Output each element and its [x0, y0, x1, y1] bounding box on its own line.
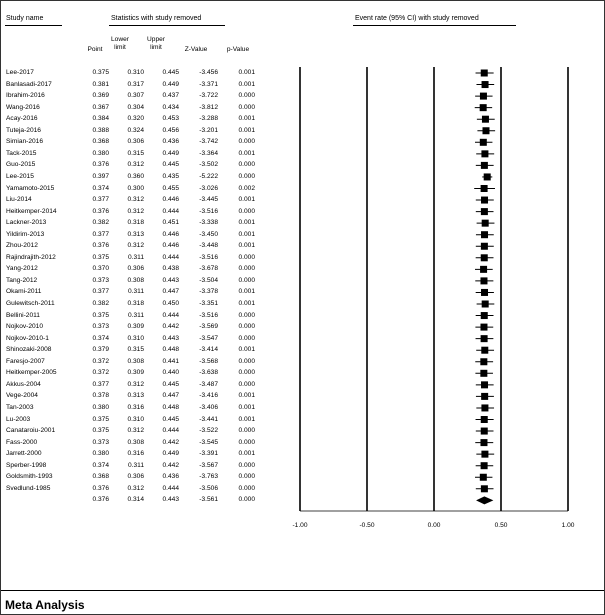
p-cell: 0.000 [238, 276, 255, 284]
z-cell: -5.222 [199, 172, 218, 180]
point-cell: 0.380 [92, 149, 109, 157]
z-cell: -3.364 [199, 149, 218, 157]
point-cell: 0.376 [92, 207, 109, 215]
upper-cell: 0.443 [162, 496, 179, 504]
point-cell: 0.380 [92, 403, 109, 411]
p-cell: 0.000 [238, 207, 255, 215]
lower-cell: 0.312 [127, 161, 144, 169]
lower-cell: 0.310 [127, 415, 144, 423]
p-cell: 0.000 [238, 253, 255, 261]
point-cell: 0.375 [92, 427, 109, 435]
upper-cell: 0.444 [162, 484, 179, 492]
p-cell: 0.001 [238, 288, 255, 296]
p-cell: 0.001 [238, 196, 255, 204]
lower-cell: 0.304 [127, 103, 144, 111]
p-cell: 0.000 [238, 369, 255, 377]
study-name-cell: Gulewitsch-2011 [6, 300, 55, 307]
point-cell: 0.379 [92, 346, 109, 354]
upper-cell: 0.441 [162, 357, 179, 365]
study-name-cell: Heitkemper-2014 [6, 207, 57, 215]
lower-cell: 0.315 [127, 346, 144, 354]
study-name-cell: Banlasadi-2017 [6, 80, 52, 88]
upper-cell: 0.446 [162, 196, 179, 204]
lower-cell: 0.318 [127, 300, 144, 307]
stats-group-header: Statistics with study removed [111, 15, 202, 22]
p-cell: 0.001 [238, 126, 255, 134]
point-estimate-square [481, 485, 488, 492]
point-estimate-square [482, 127, 489, 134]
lower-cell: 0.306 [127, 138, 144, 146]
point-estimate-square [480, 139, 487, 146]
z-cell: -3.288 [199, 115, 218, 123]
z-cell: -3.391 [199, 450, 218, 458]
point-estimate-square [484, 173, 491, 180]
point-estimate-square [480, 324, 487, 331]
study-name-cell: Yildirim-2013 [6, 230, 45, 238]
study-name-cell: Guo-2015 [6, 161, 36, 169]
study-name-cell: Lee-2017 [6, 69, 34, 76]
lower-cell: 0.308 [127, 357, 144, 365]
point-estimate-square [481, 289, 488, 296]
point-estimate-square [480, 474, 487, 481]
z-cell: -3.502 [199, 161, 218, 169]
p-cell: 0.001 [238, 242, 255, 250]
p-cell: 0.000 [238, 161, 255, 169]
p-cell: 0.001 [238, 219, 255, 227]
point-estimate-square [481, 231, 488, 238]
study-name-cell: Bellini-2011 [6, 311, 40, 319]
p-cell: 0.000 [238, 311, 255, 319]
lower-cell: 0.316 [127, 450, 144, 458]
event-rate-header: Event rate (95% CI) with study removed [355, 15, 479, 22]
point-cell: 0.377 [92, 196, 109, 204]
summary-diamond [476, 496, 493, 504]
p-cell: 0.000 [238, 427, 255, 435]
upper-cell: 0.442 [162, 438, 179, 446]
meta-analysis-label: Meta Analysis [5, 598, 85, 612]
lower-cell: 0.309 [127, 323, 144, 331]
upper-cell: 0.444 [162, 427, 179, 435]
study-name-cell: Yamamoto-2015 [6, 184, 55, 192]
z-cell: -3.448 [199, 242, 218, 250]
z-cell: -3.371 [199, 80, 218, 88]
point-cell: 0.377 [92, 380, 109, 388]
upper-cell: 0.447 [162, 392, 179, 400]
z-cell: -3.742 [199, 138, 218, 146]
point-cell: 0.368 [92, 473, 109, 481]
point-estimate-square [481, 312, 488, 319]
p-cell: 0.001 [238, 149, 255, 157]
p-cell: 0.000 [238, 92, 255, 100]
study-name-cell: Heitkemper-2005 [6, 369, 57, 377]
lower-cell: 0.312 [127, 196, 144, 204]
upper-cell: 0.445 [162, 69, 179, 76]
p-cell: 0.001 [238, 300, 255, 307]
study-name-cell: Akkus-2004 [6, 380, 41, 388]
p-cell: 0.000 [238, 265, 255, 273]
lower-limit-column-header: Lower limit [111, 36, 129, 51]
lower-cell: 0.313 [127, 230, 144, 238]
upper-cell: 0.456 [162, 126, 179, 134]
point-cell: 0.369 [92, 92, 109, 100]
z-cell: -3.504 [199, 276, 218, 284]
z-cell: -3.406 [199, 403, 218, 411]
p-cell: 0.000 [238, 323, 255, 331]
upper-cell: 0.444 [162, 311, 179, 319]
point-column-header: Point [87, 46, 103, 53]
lower-cell: 0.307 [127, 92, 144, 100]
point-estimate-square [481, 335, 488, 342]
p-cell: 0.000 [238, 357, 255, 365]
lower-cell: 0.312 [127, 484, 144, 492]
p-cell: 0.001 [238, 80, 255, 88]
lower-cell: 0.306 [127, 473, 144, 481]
study-name-cell: Okami-2011 [6, 288, 42, 296]
study-name-cell: Svedlund-1985 [6, 484, 51, 492]
upper-cell: 0.445 [162, 161, 179, 169]
z-cell: -3.441 [199, 415, 218, 423]
lower-cell: 0.312 [127, 242, 144, 250]
upper-cell: 0.449 [162, 149, 179, 157]
p-cell: 0.000 [238, 461, 255, 469]
lower-cell: 0.308 [127, 276, 144, 284]
upper-cell: 0.455 [162, 184, 179, 192]
study-name-cell: Goldsmith-1993 [6, 473, 53, 481]
study-name-cell: Tan-2003 [6, 403, 34, 411]
point-estimate-square [481, 416, 488, 423]
p-cell: 0.000 [238, 138, 255, 146]
study-name-cell: Lu-2003 [6, 415, 31, 423]
point-estimate-square [481, 150, 488, 157]
z-cell: -3.516 [199, 207, 218, 215]
z-cell: -3.763 [199, 473, 218, 481]
p-cell: 0.000 [238, 496, 255, 504]
z-cell: -3.338 [199, 219, 218, 227]
lower-cell: 0.311 [127, 288, 144, 296]
point-cell: 0.375 [92, 69, 109, 76]
point-estimate-square [480, 439, 487, 446]
point-estimate-square [481, 254, 488, 261]
point-estimate-square [482, 116, 489, 123]
p-value-column-header: p-Value [226, 46, 250, 53]
point-cell: 0.375 [92, 311, 109, 319]
point-cell: 0.372 [92, 357, 109, 365]
point-estimate-square [481, 462, 488, 469]
lower-cell: 0.320 [127, 115, 144, 123]
lower-cell: 0.324 [127, 126, 144, 134]
point-estimate-square [480, 93, 487, 100]
p-cell: 0.001 [238, 415, 255, 423]
upper-cell: 0.436 [162, 473, 179, 481]
p-cell: 0.000 [238, 103, 255, 111]
point-estimate-square [480, 266, 487, 273]
upper-cell: 0.445 [162, 380, 179, 388]
z-cell: -3.522 [199, 427, 218, 435]
point-estimate-square [480, 358, 487, 365]
upper-cell: 0.440 [162, 369, 179, 377]
point-cell: 0.374 [92, 461, 109, 469]
study-name-cell: Yang-2012 [6, 265, 38, 273]
z-cell: -3.456 [199, 69, 218, 76]
upper-cell: 0.453 [162, 115, 179, 123]
z-cell: -3.026 [199, 184, 218, 192]
study-name-cell: Zhou-2012 [6, 242, 38, 250]
x-tick-label: 0.00 [427, 522, 441, 529]
upper-cell: 0.443 [162, 276, 179, 284]
upper-cell: 0.446 [162, 242, 179, 250]
upper-cell: 0.450 [162, 300, 179, 307]
point-estimate-square [480, 104, 487, 111]
point-cell: 0.382 [92, 219, 109, 227]
p-cell: 0.000 [238, 473, 255, 481]
point-cell: 0.376 [92, 242, 109, 250]
upper-cell: 0.448 [162, 403, 179, 411]
study-name-cell: Simian-2016 [6, 138, 44, 146]
study-name-cell: Acay-2016 [6, 115, 38, 123]
p-cell: 0.001 [238, 230, 255, 238]
point-cell: 0.377 [92, 230, 109, 238]
point-cell: 0.377 [92, 288, 109, 296]
point-cell: 0.376 [92, 496, 109, 504]
point-estimate-square [481, 404, 488, 411]
p-cell: 0.001 [238, 69, 255, 76]
point-estimate-square [481, 347, 488, 354]
study-name-header: Study name [6, 15, 44, 22]
study-name-cell: Rajindrajith-2012 [6, 253, 56, 261]
point-estimate-square [481, 243, 488, 250]
lower-cell: 0.309 [127, 369, 144, 377]
point-estimate-square [481, 70, 488, 77]
study-name-cell: Faresjo-2007 [6, 357, 45, 365]
point-estimate-square [481, 393, 488, 400]
p-cell: 0.001 [238, 115, 255, 123]
point-estimate-square [481, 381, 488, 388]
z-cell: -3.506 [199, 484, 218, 492]
upper-cell: 0.449 [162, 80, 179, 88]
point-estimate-square [481, 451, 488, 458]
upper-cell: 0.444 [162, 253, 179, 261]
upper-cell: 0.442 [162, 461, 179, 469]
upper-limit-column-header: Upper limit [147, 36, 165, 51]
study-name-cell: Canataroiu-2001 [6, 427, 56, 435]
p-cell: 0.000 [238, 172, 255, 180]
point-cell: 0.381 [92, 80, 109, 88]
z-cell: -3.414 [199, 346, 218, 354]
z-cell: -3.416 [199, 392, 218, 400]
point-estimate-square [482, 220, 489, 227]
point-cell: 0.376 [92, 484, 109, 492]
study-name-cell: Liu-2014 [6, 196, 32, 204]
study-name-cell: Fass-2000 [6, 438, 38, 446]
p-cell: 0.001 [238, 346, 255, 354]
lower-cell: 0.308 [127, 438, 144, 446]
z-cell: -3.722 [199, 92, 218, 100]
p-cell: 0.000 [238, 438, 255, 446]
study-name-cell: Nojkov-2010-1 [6, 334, 49, 342]
point-cell: 0.374 [92, 334, 109, 342]
upper-cell: 0.435 [162, 172, 179, 180]
upper-cell: 0.442 [162, 323, 179, 331]
p-cell: 0.000 [238, 334, 255, 342]
point-estimate-square [481, 208, 488, 215]
upper-cell: 0.438 [162, 265, 179, 273]
p-cell: 0.002 [238, 184, 255, 192]
p-cell: 0.000 [238, 380, 255, 388]
upper-cell: 0.436 [162, 138, 179, 146]
study-name-cell: Wang-2016 [6, 103, 40, 111]
lower-cell: 0.306 [127, 265, 144, 273]
z-cell: -3.638 [199, 369, 218, 377]
lower-cell: 0.311 [127, 253, 144, 261]
p-cell: 0.001 [238, 450, 255, 458]
point-estimate-square [481, 197, 488, 204]
lower-cell: 0.318 [127, 219, 144, 227]
study-name-cell: Tack-2015 [6, 149, 37, 157]
point-cell: 0.376 [92, 161, 109, 169]
study-name-cell: Tang-2012 [6, 276, 38, 284]
x-tick-label: -1.00 [292, 522, 308, 529]
lower-cell: 0.311 [127, 311, 144, 319]
lower-cell: 0.310 [127, 69, 144, 76]
point-cell: 0.370 [92, 265, 109, 273]
point-cell: 0.367 [92, 103, 109, 111]
lower-cell: 0.312 [127, 427, 144, 435]
study-name-cell: Vege-2004 [6, 392, 38, 400]
point-cell: 0.382 [92, 300, 109, 307]
point-estimate-square [481, 162, 488, 169]
study-name-cell: Lee-2015 [6, 172, 34, 180]
z-cell: -3.378 [199, 288, 218, 296]
lower-cell: 0.360 [127, 172, 144, 180]
point-cell: 0.384 [92, 115, 109, 123]
study-name-cell: Sperber-1998 [6, 461, 47, 469]
z-cell: -3.201 [199, 126, 218, 134]
z-cell: -3.516 [199, 311, 218, 319]
z-cell: -3.487 [199, 380, 218, 388]
point-cell: 0.397 [92, 172, 109, 180]
lower-cell: 0.312 [127, 207, 144, 215]
lower-cell: 0.313 [127, 392, 144, 400]
point-cell: 0.368 [92, 138, 109, 146]
lower-cell: 0.300 [127, 184, 144, 192]
z-cell: -3.545 [199, 438, 218, 446]
upper-cell: 0.448 [162, 346, 179, 354]
lower-cell: 0.315 [127, 149, 144, 157]
upper-cell: 0.437 [162, 92, 179, 100]
point-cell: 0.388 [92, 126, 109, 134]
point-estimate-square [481, 185, 488, 192]
study-name-cell: Jarrett-2000 [6, 450, 42, 458]
point-cell: 0.373 [92, 438, 109, 446]
z-cell: -3.678 [199, 265, 218, 273]
point-cell: 0.372 [92, 369, 109, 377]
lower-cell: 0.317 [127, 80, 144, 88]
upper-cell: 0.443 [162, 334, 179, 342]
point-cell: 0.380 [92, 450, 109, 458]
x-tick-label: 1.00 [561, 522, 575, 529]
lower-cell: 0.311 [127, 461, 144, 469]
lower-cell: 0.310 [127, 334, 144, 342]
point-cell: 0.373 [92, 323, 109, 331]
z-cell: -3.812 [199, 103, 218, 111]
z-cell: -3.568 [199, 357, 218, 365]
upper-cell: 0.446 [162, 230, 179, 238]
z-cell: -3.450 [199, 230, 218, 238]
z-value-column-header: Z-Value [184, 46, 208, 53]
study-name-cell: Nojkov-2010 [6, 323, 44, 331]
study-name-cell: Ibrahim-2016 [6, 92, 45, 100]
upper-cell: 0.434 [162, 103, 179, 111]
point-cell: 0.378 [92, 392, 109, 400]
study-name-cell: Tuteja-2016 [6, 126, 41, 134]
p-cell: 0.001 [238, 392, 255, 400]
lower-cell: 0.314 [127, 496, 144, 504]
z-cell: -3.516 [199, 253, 218, 261]
z-cell: -3.567 [199, 461, 218, 469]
z-cell: -3.351 [199, 300, 218, 307]
z-cell: -3.445 [199, 196, 218, 204]
x-tick-label: -0.50 [359, 522, 375, 529]
lower-cell: 0.316 [127, 403, 144, 411]
upper-cell: 0.444 [162, 207, 179, 215]
upper-cell: 0.449 [162, 450, 179, 458]
upper-cell: 0.447 [162, 288, 179, 296]
point-estimate-square [481, 428, 488, 435]
z-cell: -3.569 [199, 323, 218, 331]
point-estimate-square [480, 277, 487, 284]
point-cell: 0.375 [92, 415, 109, 423]
forest-plot [1, 1, 604, 541]
study-name-cell: Lackner-2013 [6, 219, 47, 227]
z-cell: -3.547 [199, 334, 218, 342]
point-estimate-square [480, 370, 487, 377]
point-cell: 0.374 [92, 184, 109, 192]
point-cell: 0.373 [92, 276, 109, 284]
point-estimate-square [482, 81, 489, 88]
point-estimate-square [482, 301, 489, 308]
point-cell: 0.375 [92, 253, 109, 261]
upper-cell: 0.445 [162, 415, 179, 423]
x-tick-label: 0.50 [494, 522, 508, 529]
footer-divider [1, 590, 604, 591]
lower-cell: 0.312 [127, 380, 144, 388]
upper-cell: 0.451 [162, 219, 179, 227]
p-cell: 0.001 [238, 403, 255, 411]
study-name-cell: Shinozaki-2008 [6, 346, 52, 354]
p-cell: 0.000 [238, 484, 255, 492]
z-cell: -3.561 [199, 496, 218, 504]
